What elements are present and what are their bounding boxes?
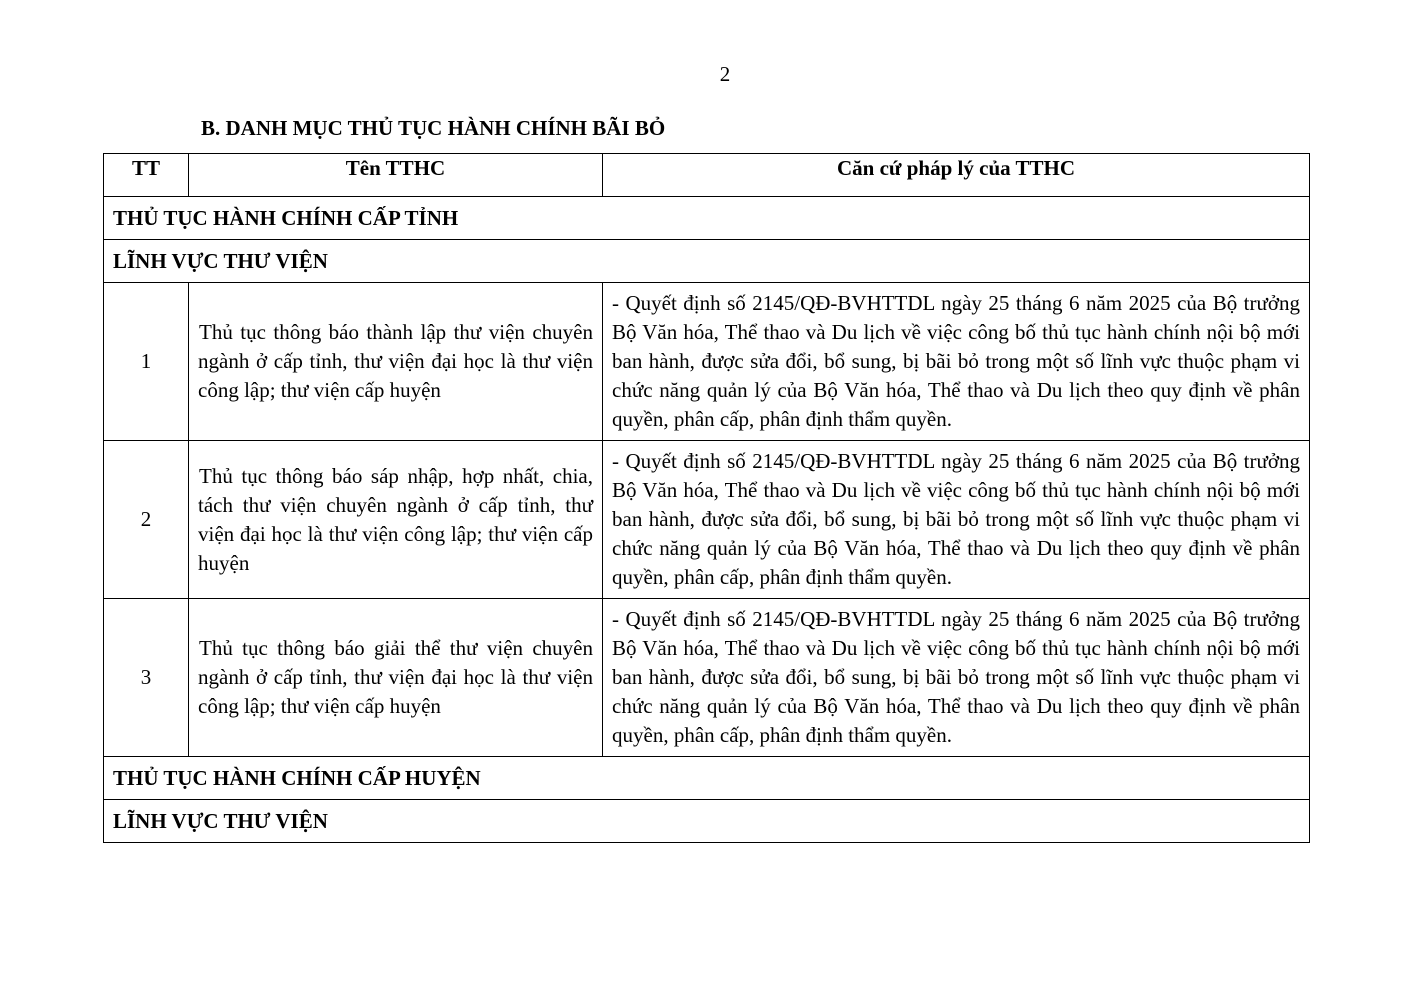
group-level-provincial: THỦ TỤC HÀNH CHÍNH CẤP TỈNH	[104, 197, 1310, 240]
group-field-library: LĨNH VỰC THƯ VIỆN	[104, 800, 1310, 843]
section-title: B. DANH MỤC THỦ TỤC HÀNH CHÍNH BÃI BỎ	[201, 116, 666, 140]
row-procedure-name: Thủ tục thông báo sáp nhập, hợp nhất, chia, tách thư viện chuyên ngành ở cấp tỉnh, thư viện đại học là thư viện công lập; thư viện cấp huyện	[189, 441, 603, 599]
row-tt: 1	[104, 283, 189, 441]
row-tt: 3	[104, 599, 189, 757]
header-procedure-name: Tên TTHC	[189, 154, 603, 197]
table-row	[104, 441, 1310, 599]
group-level-row	[104, 197, 1310, 240]
row-procedure-name: Thủ tục thông báo thành lập thư viện chuyên ngành ở cấp tỉnh, thư viện đại học là thư viện công lập; thư viện cấp huyện	[189, 283, 603, 441]
row-legal-basis: - Quyết định số 2145/QĐ-BVHTTDL ngày 25 tháng 6 năm 2025 của Bộ trưởng Bộ Văn hóa, Thể thao và Du lịch về việc công bố thủ tục hành chính nội bộ mới ban hành, được sửa đổi, bổ sung, bị bãi bỏ trong một số lĩnh vực thuộc phạm vi chức năng quản lý của Bộ Văn hóa, Thể thao và Du lịch theo quy định về phân quyền, phân cấp, phân định thẩm quyền.	[603, 441, 1310, 599]
row-legal-basis: - Quyết định số 2145/QĐ-BVHTTDL ngày 25 tháng 6 năm 2025 của Bộ trưởng Bộ Văn hóa, Thể thao và Du lịch về việc công bố thủ tục hành chính nội bộ mới ban hành, được sửa đổi, bổ sung, bị bãi bỏ trong một số lĩnh vực thuộc phạm vi chức năng quản lý của Bộ Văn hóa, Thể thao và Du lịch theo quy định về phân quyền, phân cấp, phân định thẩm quyền.	[603, 599, 1310, 757]
row-tt: 2	[104, 441, 189, 599]
group-level-row	[104, 757, 1310, 800]
header-tt: TT	[104, 154, 189, 197]
table-header-row	[104, 154, 1310, 197]
group-field-library: LĨNH VỰC THƯ VIỆN	[104, 240, 1310, 283]
group-field-row	[104, 800, 1310, 843]
group-level-district: THỦ TỤC HÀNH CHÍNH CẤP HUYỆN	[104, 757, 1310, 800]
abolished-procedures-table	[103, 153, 1310, 843]
row-procedure-name: Thủ tục thông báo giải thể thư viện chuyên ngành ở cấp tỉnh, thư viện đại học là thư viện công lập; thư viện cấp huyện	[189, 599, 603, 757]
row-legal-basis: - Quyết định số 2145/QĐ-BVHTTDL ngày 25 tháng 6 năm 2025 của Bộ trưởng Bộ Văn hóa, Thể thao và Du lịch về việc công bố thủ tục hành chính nội bộ mới ban hành, được sửa đổi, bổ sung, bị bãi bỏ trong một số lĩnh vực thuộc phạm vi chức năng quản lý của Bộ Văn hóa, Thể thao và Du lịch theo quy định về phân quyền, phân cấp, phân định thẩm quyền.	[603, 283, 1310, 441]
page-number: 2	[719, 62, 731, 86]
table-row	[104, 599, 1310, 757]
header-legal-basis: Căn cứ pháp lý của TTHC	[603, 154, 1310, 197]
group-field-row	[104, 240, 1310, 283]
table-row	[104, 283, 1310, 441]
